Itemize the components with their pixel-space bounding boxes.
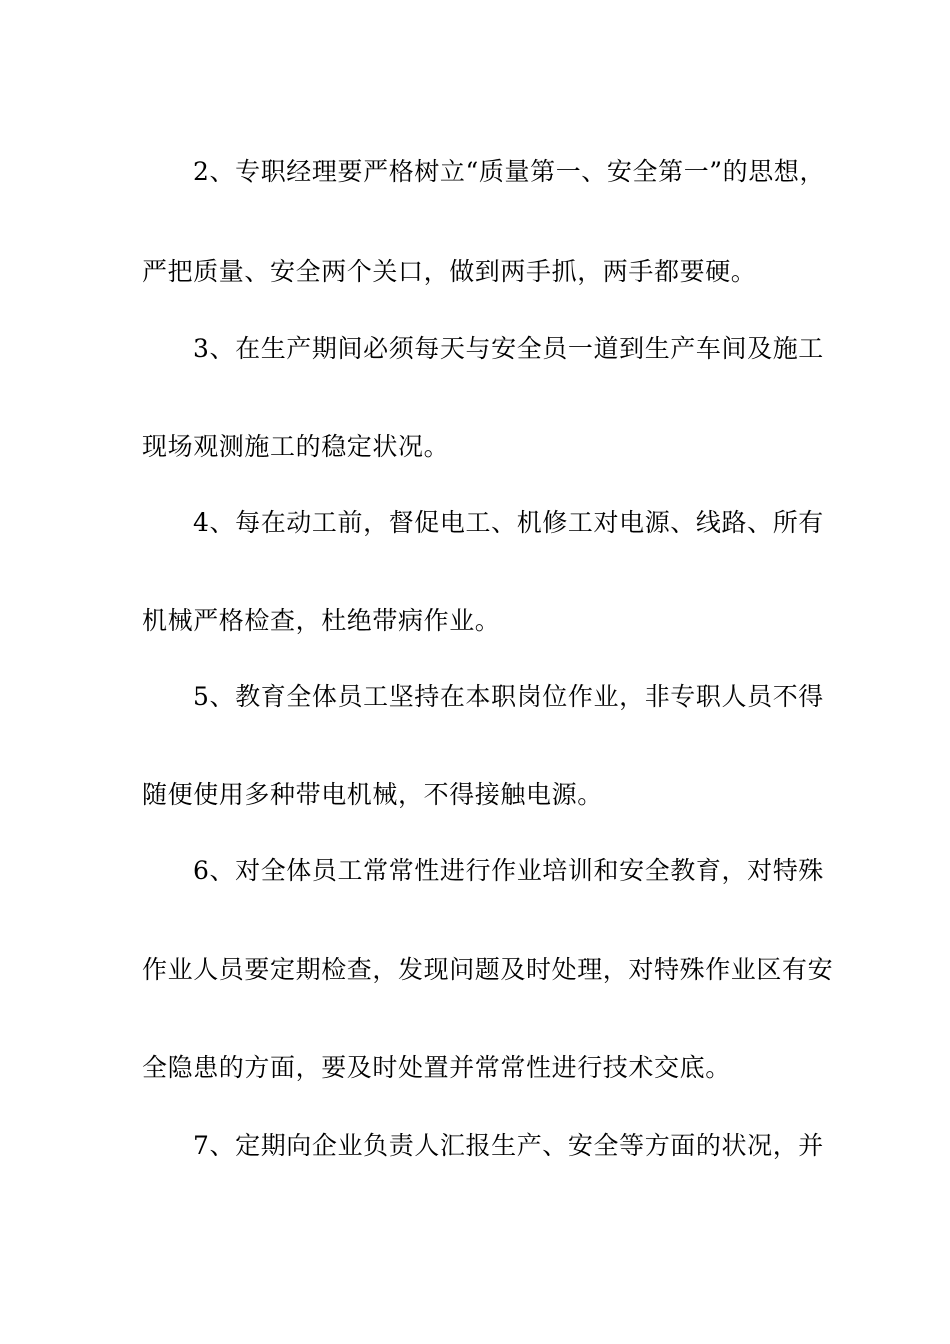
paragraph-7-line-1: 7、定期向企业负责人汇报生产、安全等方面的状况，并 bbox=[193, 1131, 824, 1160]
paragraph-4-line-2: 机械严格检查，杜绝带病作业。 bbox=[142, 606, 501, 635]
paragraph-6-line-1: 6、对全体员工常常性进行作业培训和安全教育，对特殊 bbox=[193, 856, 824, 885]
paragraph-2-line-1: 2、专职经理要严格树立“质量第一、安全第一”的思想， bbox=[193, 157, 826, 186]
paragraph-6-line-2: 作业人员要定期检查，发现问题及时处理，对特殊作业区有安 bbox=[142, 955, 834, 984]
paragraph-2-line-2: 严把质量、安全两个关口，做到两手抓，两手都要硬。 bbox=[142, 257, 757, 286]
paragraph-3-line-1: 3、在生产期间必须每天与安全员一道到生产车间及施工 bbox=[193, 334, 824, 363]
paragraph-3-line-2: 现场观测施工的稳定状况。 bbox=[142, 432, 450, 461]
paragraph-5-line-1: 5、教育全体员工坚持在本职岗位作业，非专职人员不得 bbox=[193, 682, 824, 711]
paragraph-6-line-3: 全隐患的方面，要及时处置并常常性进行技术交底。 bbox=[142, 1053, 731, 1082]
paragraph-4-line-1: 4、每在动工前，督促电工、机修工对电源、线路、所有 bbox=[193, 508, 824, 537]
paragraph-5-line-2: 随便使用多种带电机械，不得接触电源。 bbox=[142, 780, 603, 809]
